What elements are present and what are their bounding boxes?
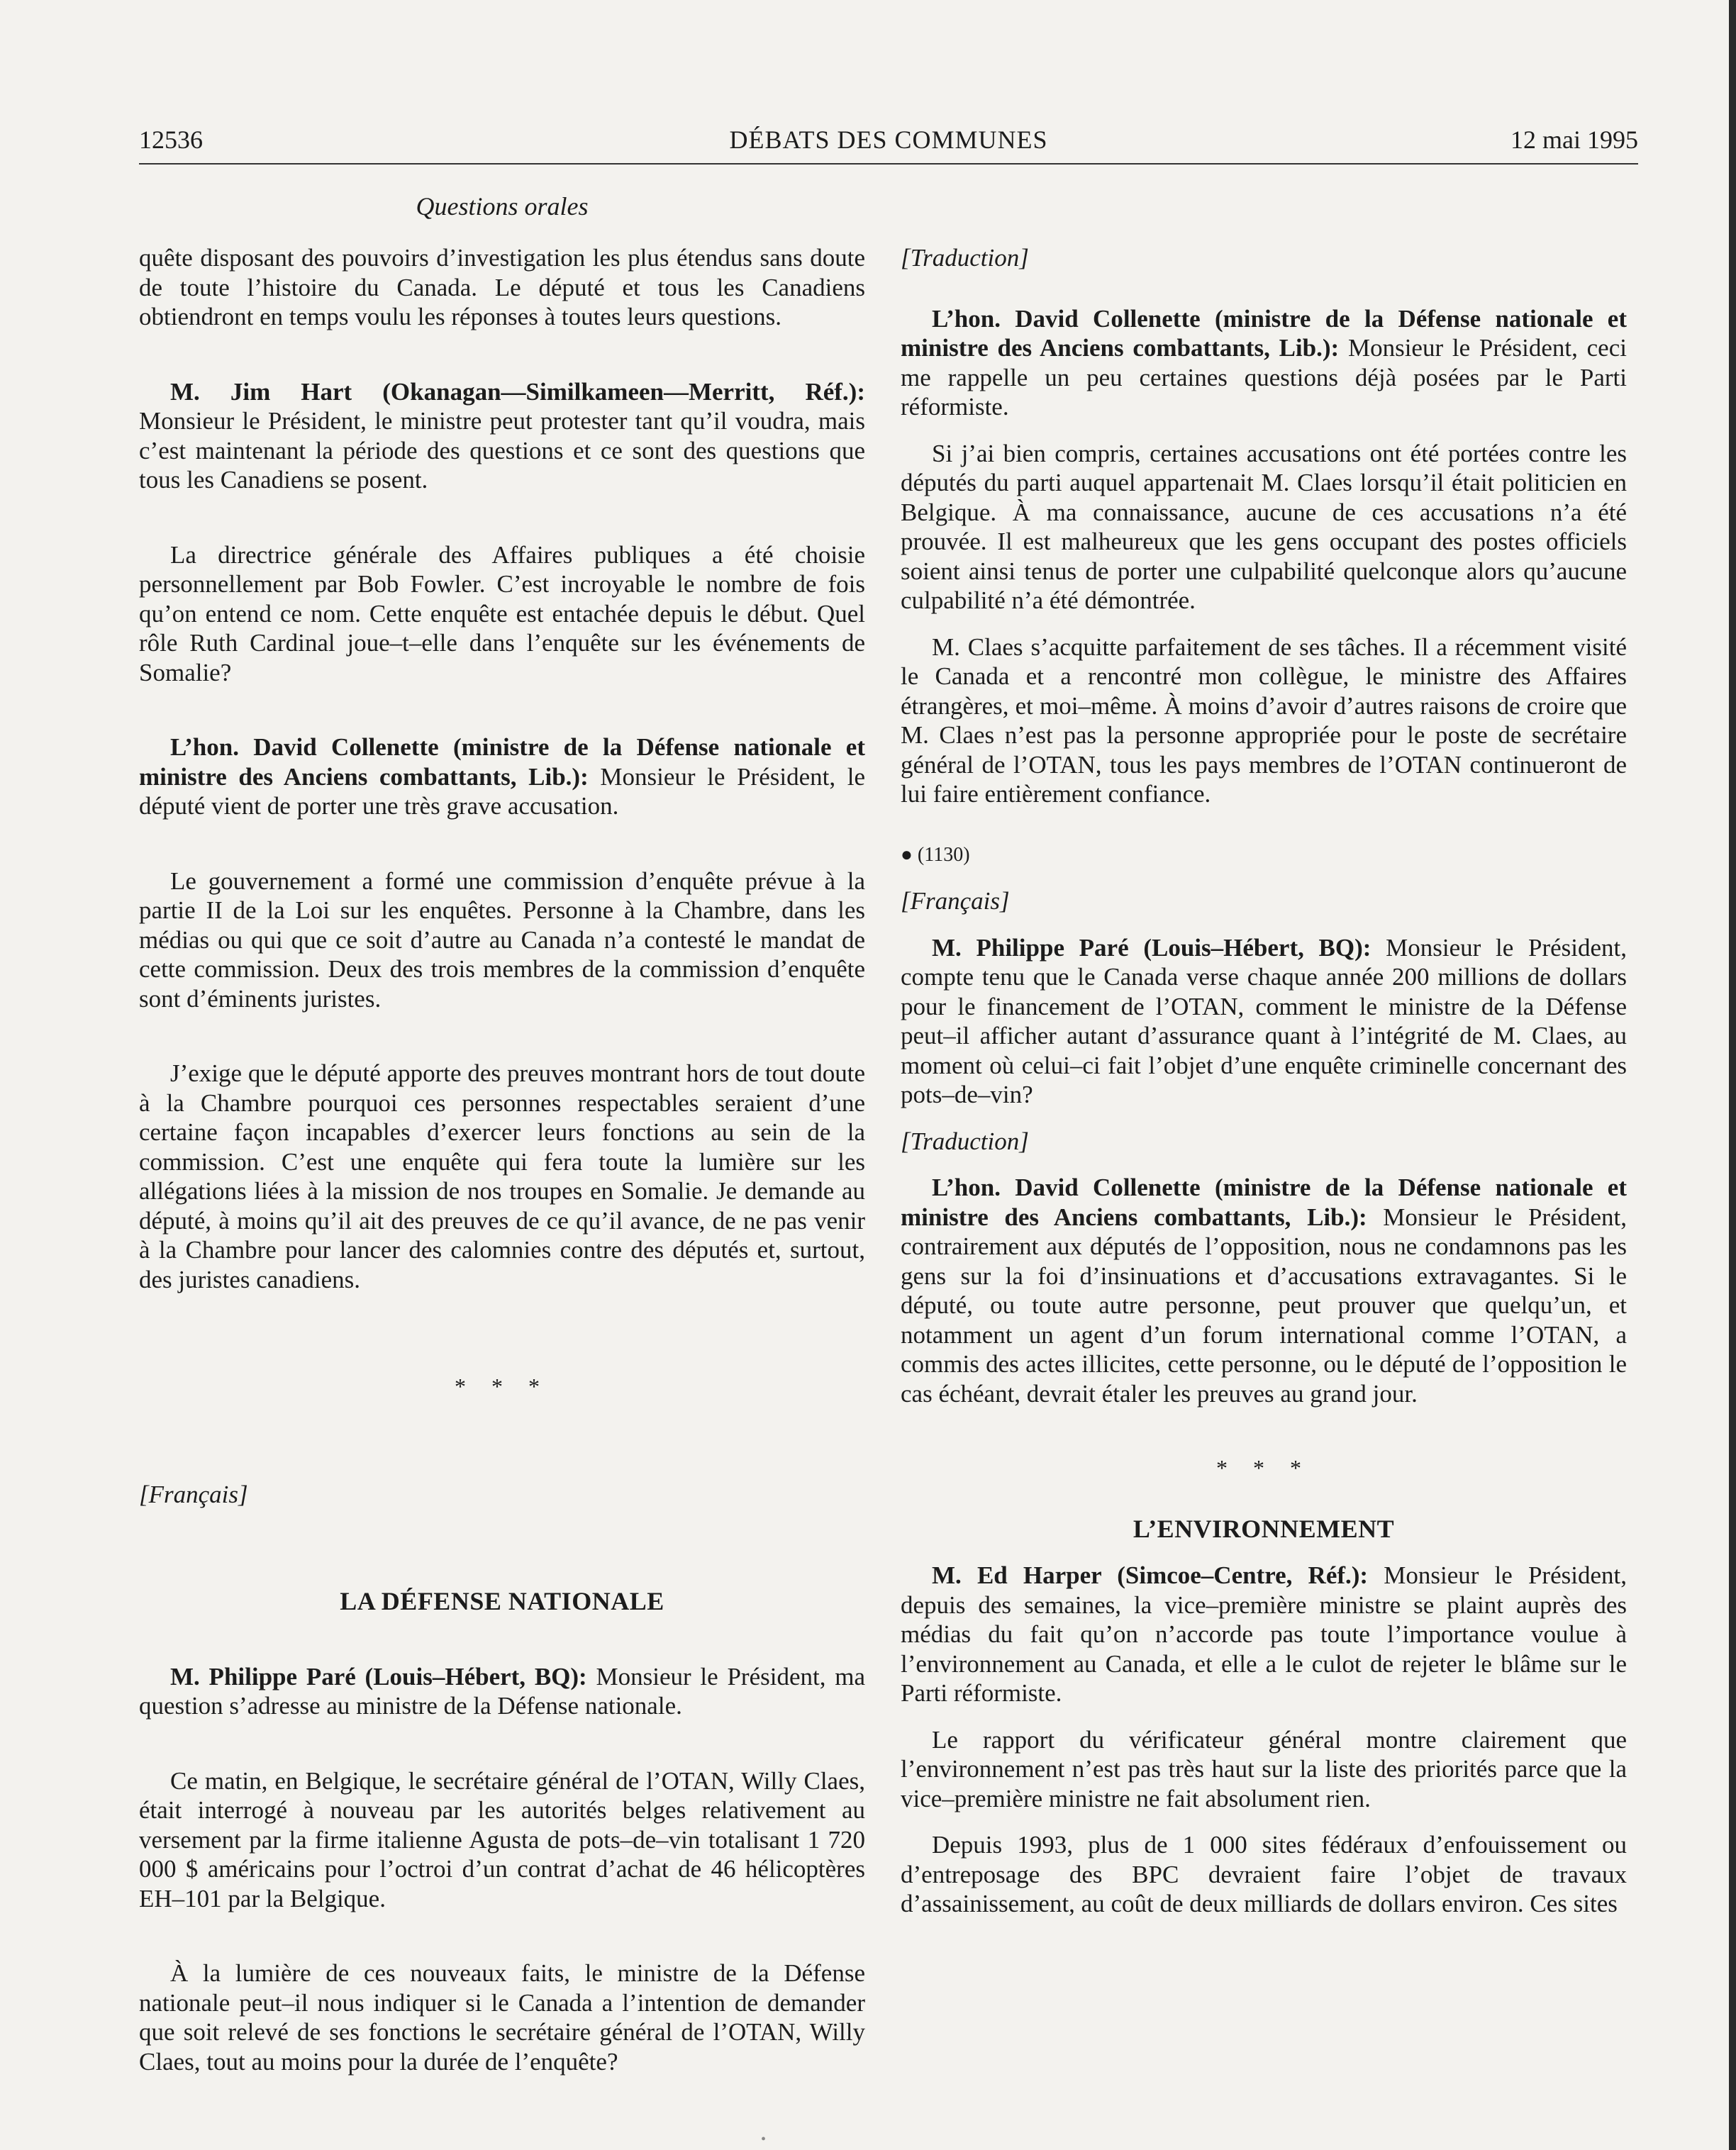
speaker-name: L’hon. David Collenette (ministre de la Défense nationale et ministre des Anciens combattants, Lib.): xyxy=(901,304,1627,362)
paragraph xyxy=(139,377,865,495)
language-tag: [Traduction] xyxy=(901,1127,1029,1155)
paragraph: La directrice générale des Affaires publiques a été choisie personnellement par Bob Fowler. C’est incroyable le nombre de fois qu’on entend ce nom. Cette enquête est entachée depuis le début. Quel rôle Ruth Cardinal joue–t–elle dans l’enquête sur les événements de Somalie? xyxy=(139,540,865,686)
speech-text: Monsieur le Président, depuis des semaines, la vice–première ministre se plaint auprès des médias du fait qu’on n’accorde pas toute l’importance voulue à l’environnement au Canada, et elle a le culot de rejeter le blâme sur le Parti réformiste. xyxy=(901,1561,1627,1707)
speaker-name: L’hon. David Collenette (ministre de la Défense nationale et ministre des Anciens combattants, Lib.): xyxy=(901,1174,1627,1231)
footer-mark: • xyxy=(761,2132,767,2147)
paragraph: J’exige que le député apporte des preuves montrant hors de tout doute à la Chambre pourquoi ces personnes respectables seraient d’une certaine façon incapables d’exercer leurs fonctions au sein de la commission. C’est une enquête qui fera toute la lumière sur les allégations liées à la mission de nos troupes en Somalie. Je demande au député, à moins qu’il ait des preuves de ce qu’il avance, de ne pas venir à la Chambre pour lancer des calomnies contre des députés et, surtout, des juristes canadiens. xyxy=(139,1059,865,1293)
paragraph: Si j’ai bien compris, certaines accusations ont été portées contre les députés du parti auquel appartenait M. Claes lorsqu’il était politicien en Belgique. À ma connaissance, aucune de ces accusations n’a été prouvée. Il est malheureux que les gens occupant des postes officiels soient ainsi tenus de porter une culpabilité quelconque alors qu’aucune culpabilité n’a été démontrée. xyxy=(901,439,1627,614)
left-column xyxy=(139,243,865,2076)
language-tag: [Français] xyxy=(901,887,1010,915)
paragraph xyxy=(901,304,1627,422)
scan-edge xyxy=(1729,0,1736,2150)
paragraph: Le gouvernement a formé une commission d’enquête prévue à la partie II de la Loi sur les enquêtes. Personne à la Chambre, dans les médias ou qui que ce soit d’autre au Canada n’a contesté le mandat de cette commission. Deux des trois membres de la commission d’enquête sont d’éminents juristes. xyxy=(139,867,865,1013)
section-separator: * * * xyxy=(455,1374,550,1399)
section-title: LA DÉFENSE NATIONALE xyxy=(340,1587,664,1615)
speaker-name: M. Philippe Paré (Louis–Hébert, BQ): xyxy=(170,1662,587,1691)
paragraph: À la lumière de ces nouveaux faits, le ministre de la Défense nationale peut–il nous indiquer si le Canada a l’intention de demander que soit relevé de ses fonctions le secrétaire général de l’OTAN, Willy Claes, tout au moins pour la durée de l’enquête? xyxy=(139,1959,865,2076)
paragraph: M. Claes s’acquitte parfaitement de ses tâches. Il a récemment visité le Canada et a rencontré mon collègue, le ministre des Affaires étrangères, et moi–même. À moins d’avoir d’autres raisons de croire que M. Claes n’est pas la personne appropriée pour le poste de secrétaire général de l’OTAN, tous les pays membres de l’OTAN continueront de lui faire entièrement confiance. xyxy=(901,633,1627,808)
speaker-name: M. Jim Hart (Okanagan—Similkameen—Merritt, Réf.): xyxy=(170,377,865,406)
paragraph xyxy=(901,1561,1627,1708)
page-header xyxy=(139,121,1638,165)
speech-text: Monsieur le Président, le ministre peut protester tant qu’il voudra, mais c’est maintenant la période des questions et ce sont des questions que tous les Canadiens se posent. xyxy=(139,407,865,494)
section-title: L’ENVIRONNEMENT xyxy=(1133,1514,1395,1543)
paragraph xyxy=(901,933,1627,1110)
paragraph xyxy=(139,733,865,821)
language-tag: [Traduction] xyxy=(901,244,1029,272)
paragraph: quête disposant des pouvoirs d’investigation les plus étendus sans doute de toute l’histoire du Canada. Le député et tous les Canadiens obtiendront en temps voulu les réponses à toutes leurs questions. xyxy=(139,244,865,330)
speech-text: Monsieur le Président, ma question s’adresse au ministre de la Défense nationale. xyxy=(139,1662,866,1720)
paragraph: Depuis 1993, plus de 1 000 sites fédéraux d’enfouissement ou d’entreposage des BPC devraient faire l’objet de travaux d’assainissement, au coût de deux milliards de dollars environ. Ces sites xyxy=(901,1831,1627,1917)
section-separator: * * * xyxy=(1216,1455,1311,1481)
speaker-name: M. Ed Harper (Simcoe–Centre, Réf.): xyxy=(932,1561,1369,1589)
speech-text: Monsieur le Président, compte tenu que le Canada verse chaque année 200 millions de dollars pour le financement de l’OTAN, comment le ministre de la Défense peut–il afficher autant d’assurance quant à l’intégrité de M. Claes, au moment où celui–ci fait l’objet d’une enquête criminelle concernant des pots–de–vin? xyxy=(901,933,1627,1108)
language-tag: [Français] xyxy=(139,1480,248,1508)
speaker-name: M. Philippe Paré (Louis–Hébert, BQ): xyxy=(932,933,1371,962)
speech-text: Monsieur le Président, ceci me rappelle un peu certaines questions déjà posées par le Parti réformiste. xyxy=(901,334,1627,420)
speaker-name: L’hon. David Collenette (ministre de la Défense nationale et ministre des Anciens combattants, Lib.): xyxy=(139,733,865,791)
paragraph xyxy=(901,1173,1627,1408)
speech-text: Monsieur le Président, contrairement aux députés de l’opposition, nous ne condamnons pas les gens sur la foi d’insinuations et d’accusations extravagantes. Si le député, ou toute autre personne, peut prouver que quelqu’un, et notamment un agent d’un forum international comme l’OTAN, a commis des actes illicites, cette personne, ou le député de l’opposition le cas échéant, devrait étaler les preuves au grand jour. xyxy=(901,1203,1627,1408)
paragraph xyxy=(139,1662,865,1721)
page-date: 12 mai 1995 xyxy=(1510,126,1638,154)
paragraph: Ce matin, en Belgique, le secrétaire général de l’OTAN, Willy Claes, était interrogé à nouveau par les autorités belges relativement au versement par la firme italienne Agusta de pots–de–vin totalisant 1 720 000 $ américains pour l’octroi d’un contrat d’achat de 46 hélicoptères EH–101 par la Belgique. xyxy=(139,1766,865,1912)
paragraph: Le rapport du vérificateur général montre clairement que l’environnement n’est pas très haut sur la liste des priorités parce que la vice–première ministre ne fait absolument rien. xyxy=(901,1725,1627,1812)
time-marker: ● (1130) xyxy=(901,843,970,866)
right-column xyxy=(901,243,1627,1919)
speech-text: Monsieur le Président, le député vient de porter une très grave accusation. xyxy=(139,762,865,820)
journal-title: DÉBATS DES COMMUNES xyxy=(729,126,1048,154)
section-subheading: Questions orales xyxy=(416,192,589,221)
page-number: 12536 xyxy=(139,126,203,154)
